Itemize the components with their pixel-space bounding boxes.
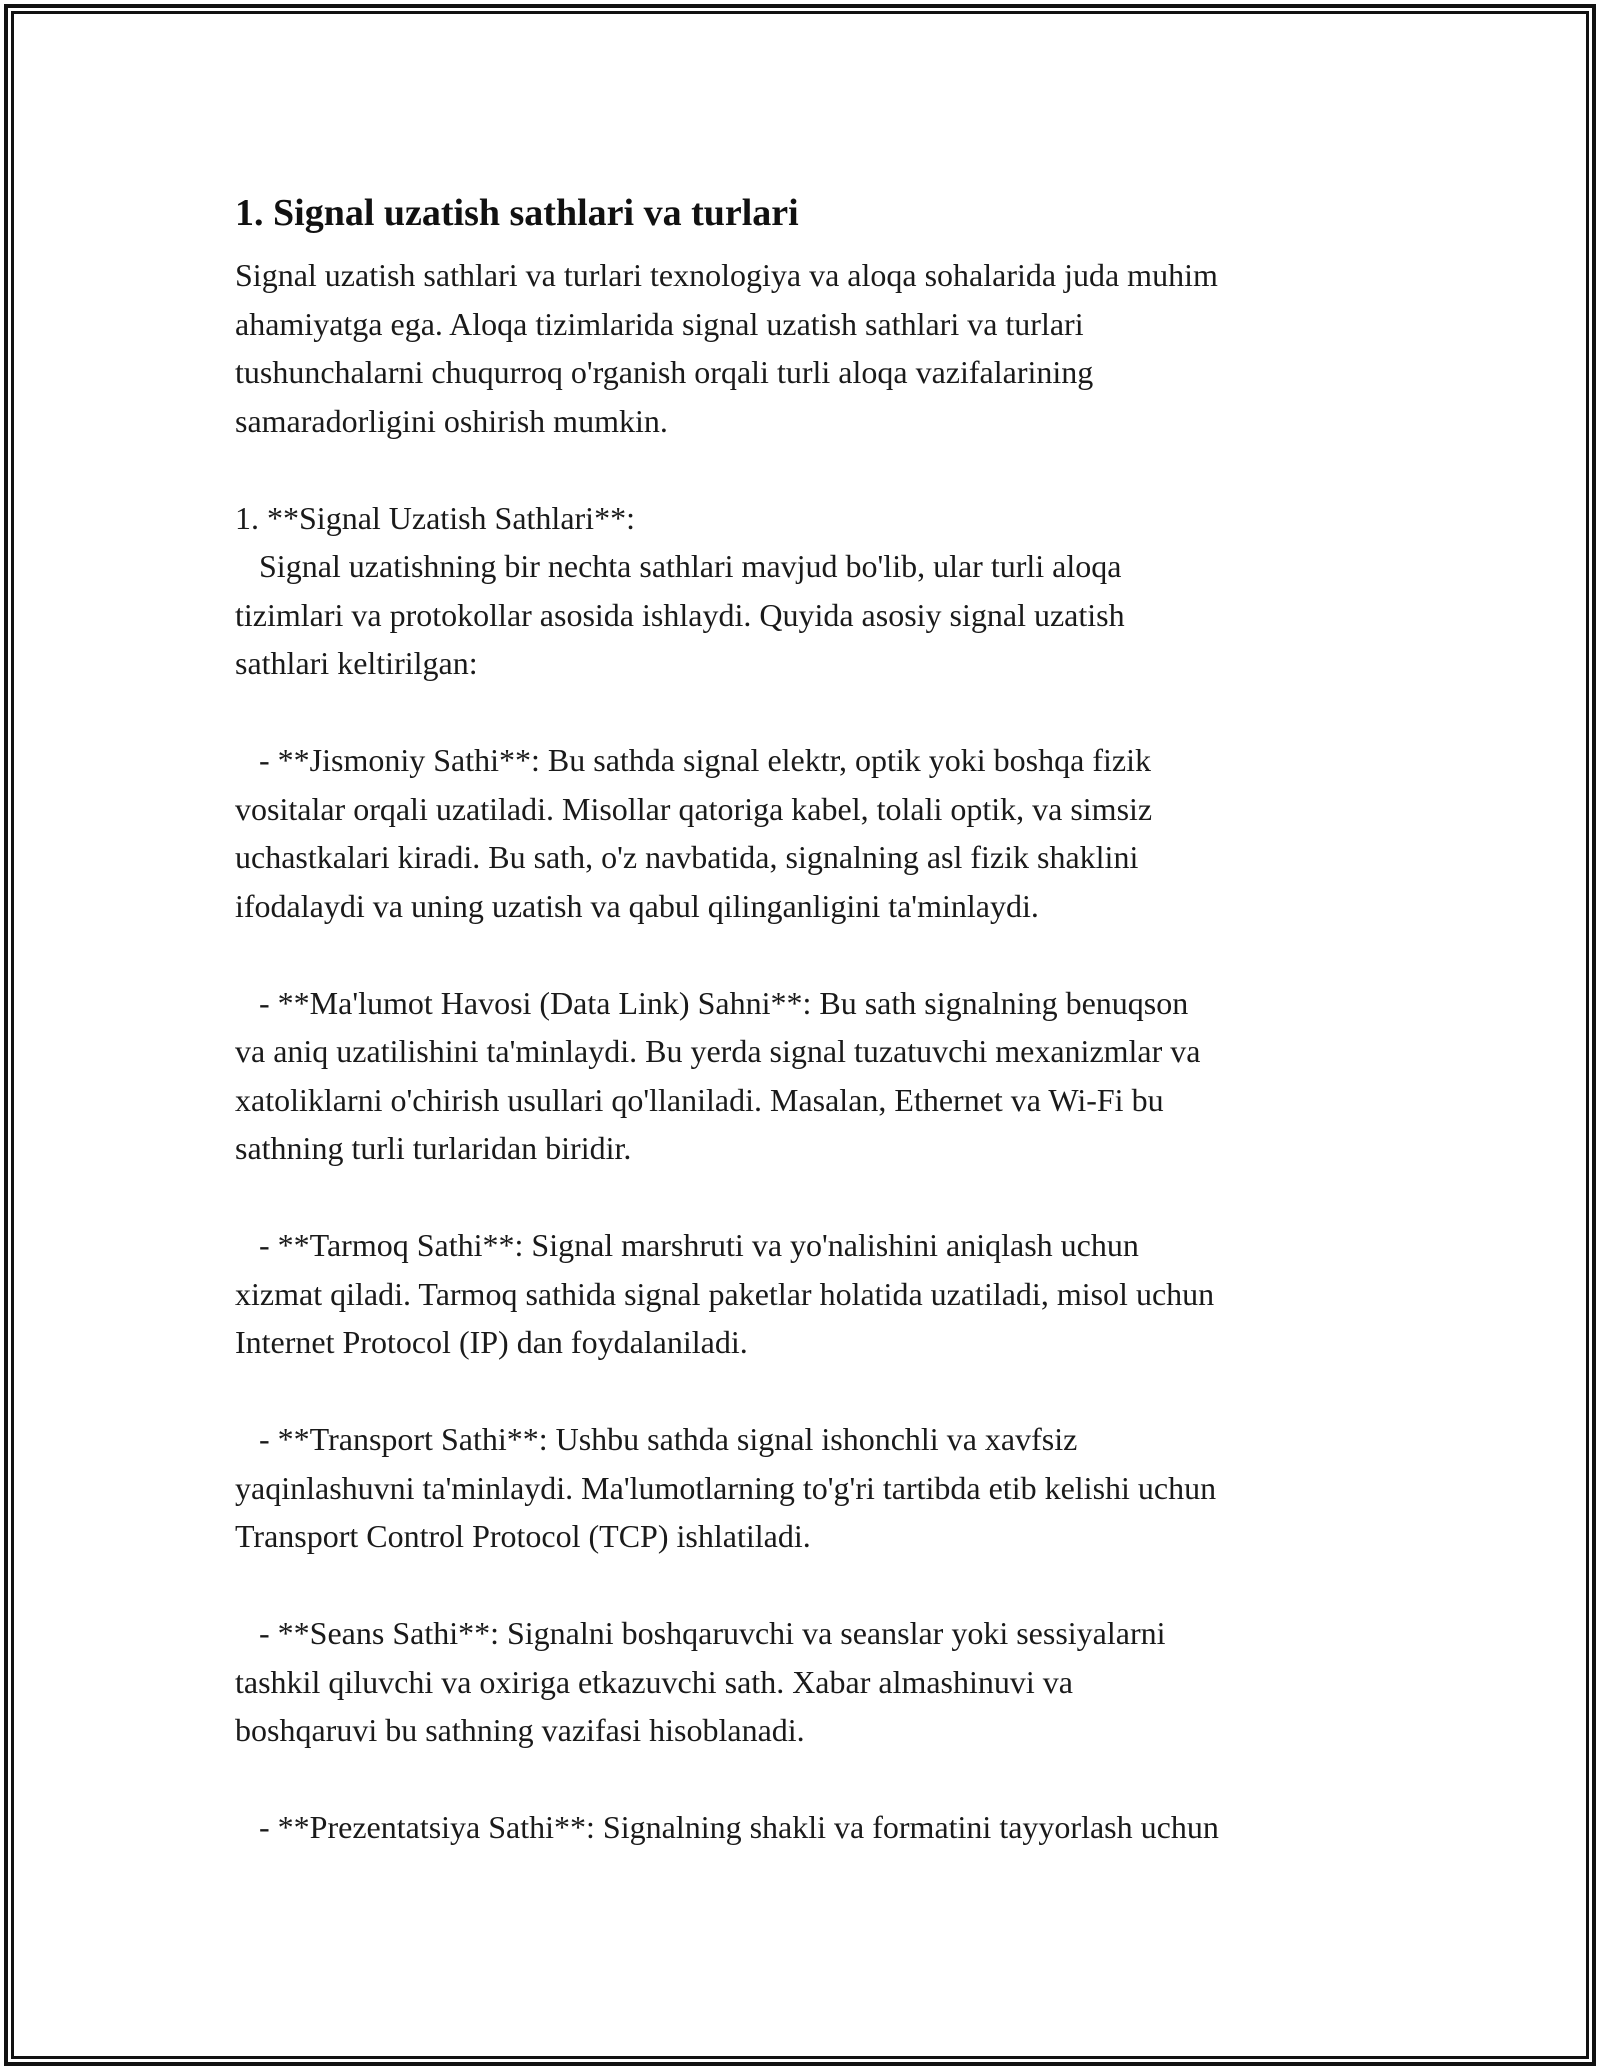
paragraph-gap — [235, 688, 1365, 737]
paragraph-gap — [235, 930, 1365, 979]
paragraph-gap — [235, 1173, 1365, 1222]
document-body — [235, 185, 1365, 1852]
list-item-data-link-layer: - **Ma'lumot Havosi (Data Link) Sahni**: Bu sath signalning benuqson va aniq uzatilishini ta'minlaydi. Bu yerda signal tuzatuvchi mexanizmlar va xatoliklarni o'chirish usullari qo'llaniladi. Masalan, Ethernet va Wi-Fi bu sathning turli turlaridan biridir. — [235, 984, 1201, 1166]
paragraph-gap — [235, 1561, 1365, 1610]
list-item-physical-layer: - **Jismoniy Sathi**: Bu sathda signal elektr, optik yoki boshqa fizik vositalar orqali uzatiladi. Misollar qatoriga kabel, tolali optik, va simsiz uchastkalari kiradi. Bu sath, o'z navbatida, signalning asl fizik shaklini ifodalaydi va uning uzatish va qabul qilinganligini ta'minlaydi. — [235, 742, 1153, 924]
list-item-presentation-layer: - **Prezentatsiya Sathi**: Signalning shakli va formatini tayyorlash uchun — [235, 1809, 1219, 1845]
paragraph-gap — [235, 445, 1365, 494]
subsection-title: 1. **Signal Uzatish Sathlari**: — [235, 499, 635, 536]
intro-paragraph: Signal uzatish sathlari va turlari texnologiya va aloqa sohalarida juda muhim ahamiyatga ega. Aloqa tizimlarida signal uzatish sathlari va turlari tushunchalarni chuqurroq o'rganish orqali turli aloqa vazifalarining samaradorligini oshirish mumkin. — [235, 257, 1218, 439]
paragraph-gap — [235, 1367, 1365, 1416]
paragraph-gap — [235, 1755, 1365, 1804]
list-item-session-layer: - **Seans Sathi**: Signalni boshqaruvchi va seanslar yoki sessiyalarni tashkil qiluvchi va oxiriga etkazuvchi sath. Xabar almashinuvi va boshqaruvi bu sathning vazifasi hisoblanadi. — [235, 1615, 1166, 1748]
list-item-transport-layer: - **Transport Sathi**: Ushbu sathda signal ishonchli va xavfsiz yaqinlashuvni ta'minlaydi. Ma'lumotlarning to'g'ri tartibda etib kelishi uchun Transport Control Protocol (TCP) ishlatiladi. — [235, 1421, 1217, 1554]
subsection-intro: Signal uzatishning bir nechta sathlari mavjud bo'lib, ular turli aloqa tizimlari va protokollar asosida ishlaydi. Quyida asosiy signal uzatish sathlari keltirilgan: — [235, 548, 1125, 681]
section-heading: 1. Signal uzatish sathlari va turlari — [235, 192, 799, 234]
list-item-network-layer: - **Tarmoq Sathi**: Signal marshruti va yo'nalishini aniqlash uchun xizmat qiladi. Tarmoq sathida signal paketlar holatida uzatiladi, misol uchun Internet Protocol (IP) dan foydalaniladi. — [235, 1227, 1215, 1360]
